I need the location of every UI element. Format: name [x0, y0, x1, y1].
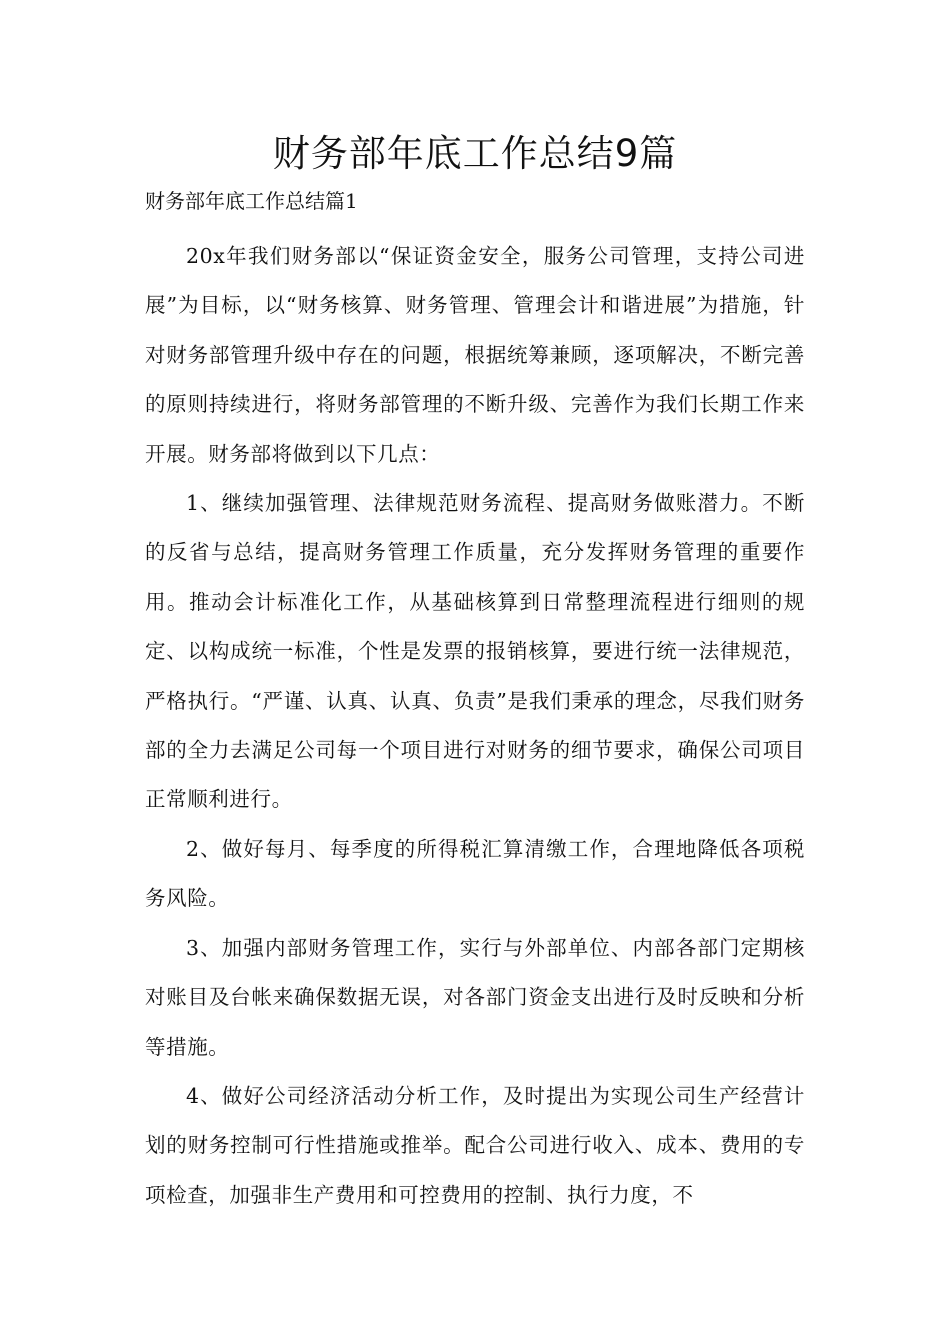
paragraph-item-2: 2、做好每月、每季度的所得税汇算清缴工作，合理地降低各项税务风险。	[145, 836, 805, 911]
paragraph-intro: 20x年我们财务部以“保证资金安全，服务公司管理，支持公司进展”为目标，以“财务核算、财务管理、管理会计和谐进展”为措施，针对财务部管理升级中存在的问题，根据统筹兼顾，逐项解决，不断完善的原则持续进行，将财务部管理的不断升级、完善作为我们长期工作来开展。财务部将做到以下几点：	[145, 244, 805, 466]
paragraph-item-4: 4、做好公司经济活动分析工作，及时提出为实现公司生产经营计划的财务控制可行性措施或推举。配合公司进行收入、成本、费用的专项检查，加强非生产费用和可控费用的控制、执行力度，不	[145, 1083, 805, 1207]
document-title: 财务部年底工作总结9篇	[272, 132, 678, 175]
paragraph-item-3: 3、加强内部财务管理工作，实行与外部单位、内部各部门定期核对账目及台帐来确保数据无误，对各部门资金支出进行及时反映和分析等措施。	[145, 935, 805, 1059]
paragraph-item-1: 1、继续加强管理、法律规范财务流程、提高财务做账潜力。不断的反省与总结，提高财务管理工作质量，充分发挥财务管理的重要作用。推动会计标准化工作，从基础核算到日常整理流程进行细则的规定、以构成统一标准，个性是发票的报销核算，要进行统一法律规范，严格执行。“严谨、认真、认真、负责”是我们秉承的理念，尽我们财务部的全力去满足公司每一个项目进行对财务的细节要求，确保公司项目正常顺利进行。	[145, 491, 805, 812]
section-heading: 财务部年底工作总结篇1	[145, 189, 358, 213]
document-body	[145, 232, 805, 1220]
